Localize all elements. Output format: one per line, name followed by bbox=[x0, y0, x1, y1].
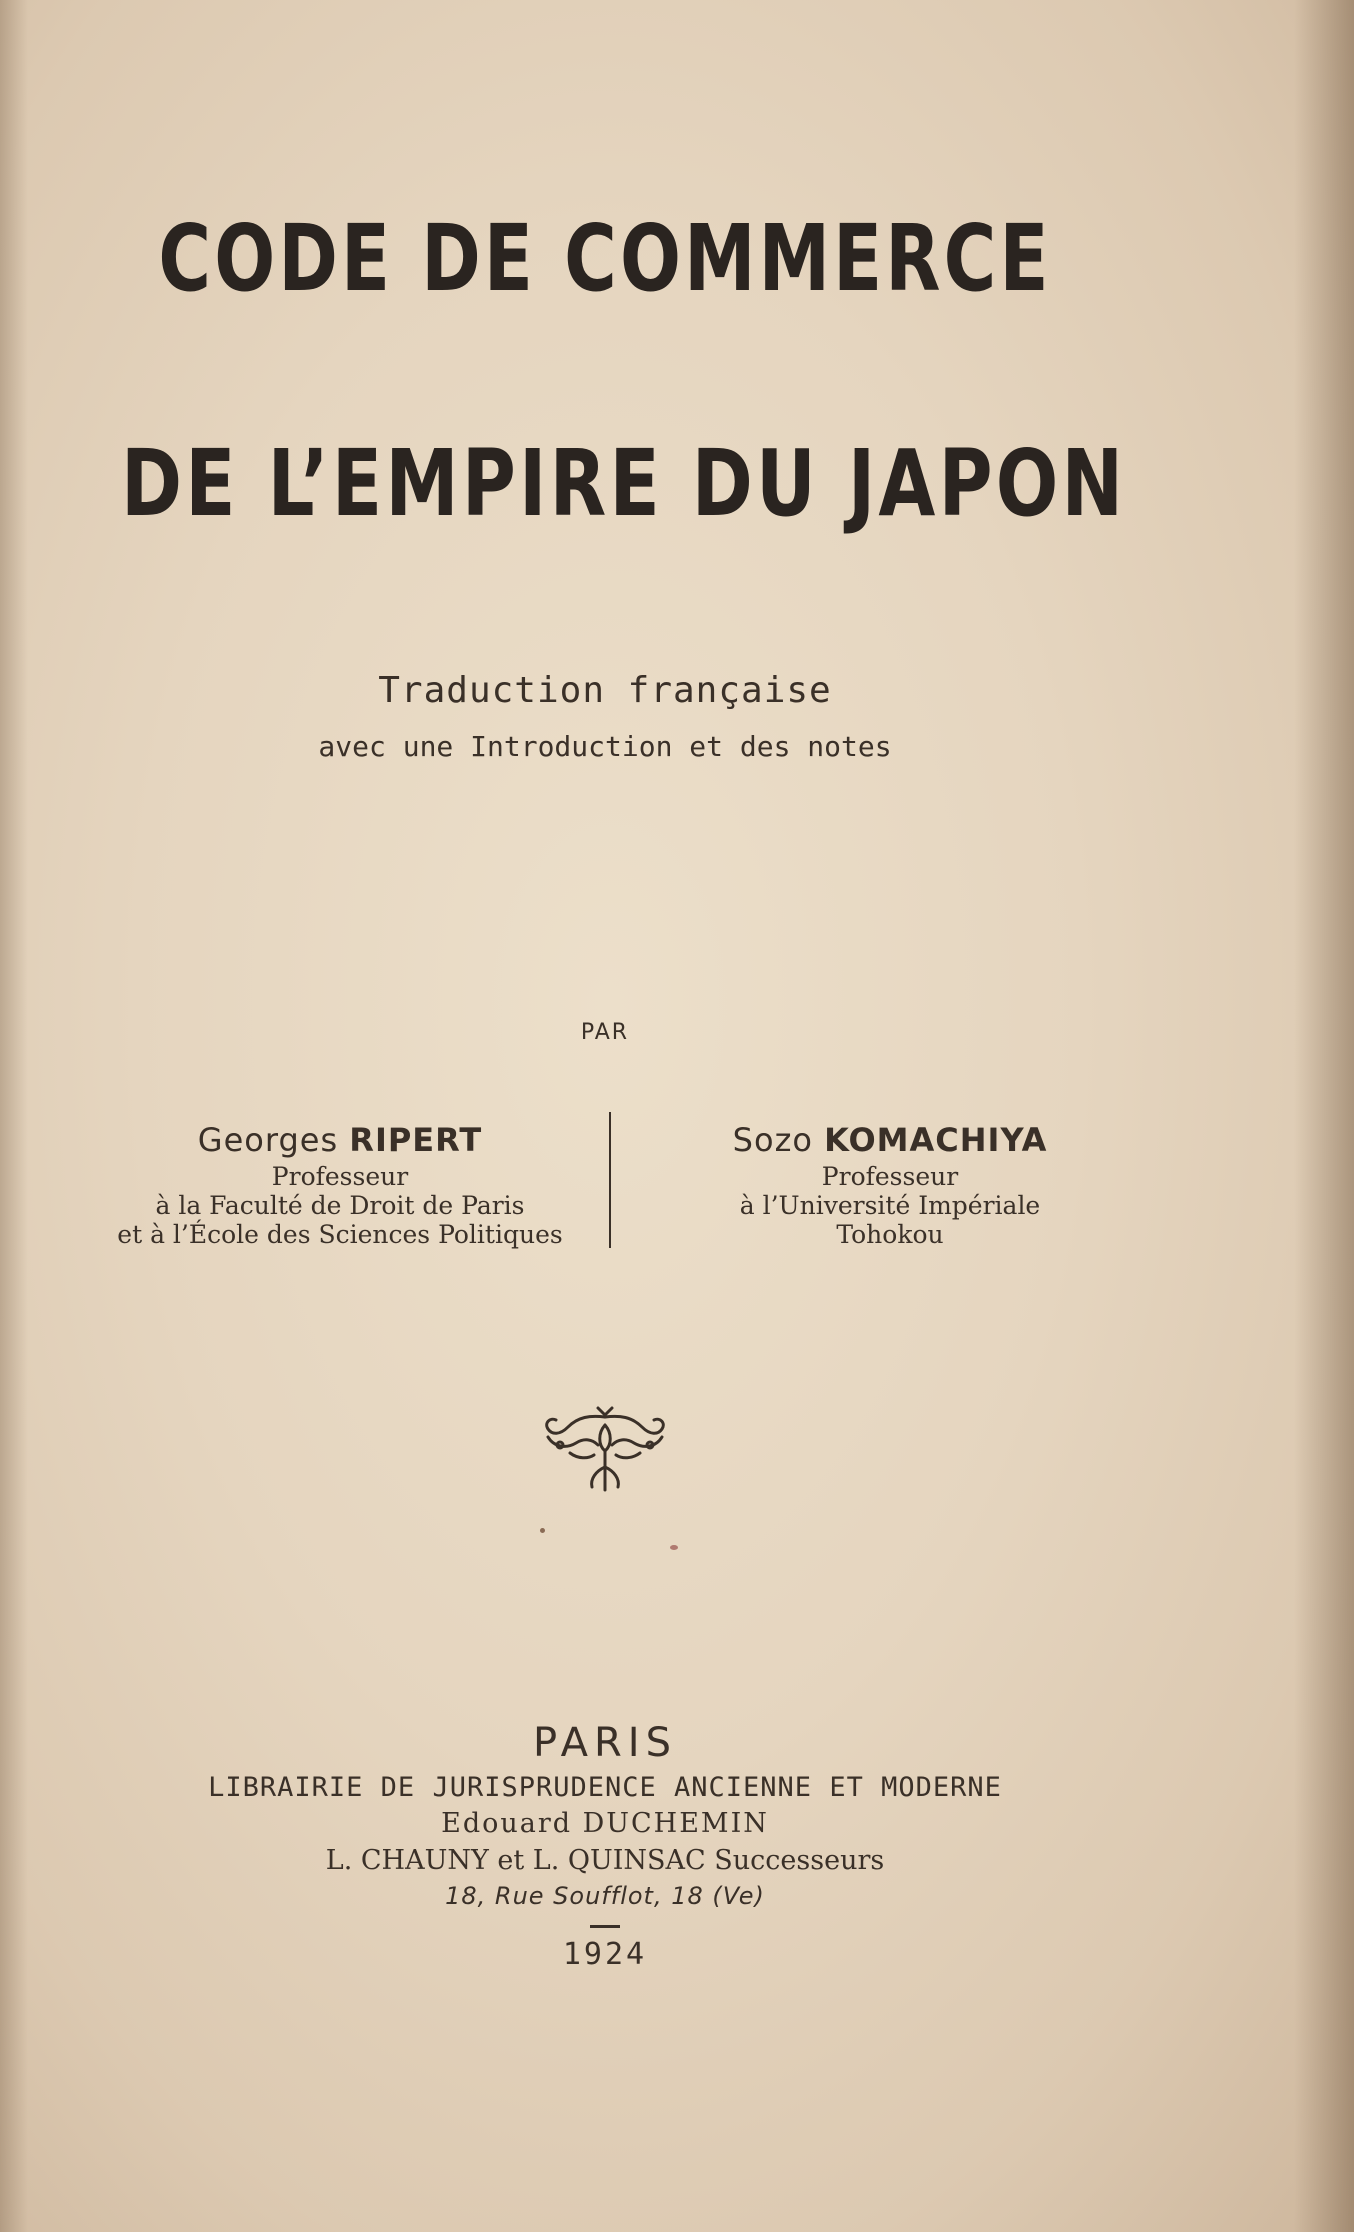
fleuron-ornament-icon bbox=[540, 1405, 670, 1500]
author-last-name: RIPERT bbox=[349, 1121, 483, 1159]
author-affiliation-1: à l’Université Impériale bbox=[739, 1191, 1041, 1220]
author-last-name: KOMACHIYA bbox=[824, 1121, 1048, 1159]
book-title-line-1: CODE DE COMMERCE bbox=[158, 205, 1052, 312]
author-affiliation-1: à la Faculté de Droit de Paris bbox=[155, 1191, 525, 1220]
author-divider bbox=[609, 1112, 611, 1248]
imprint-dash bbox=[590, 1925, 620, 1928]
author-title: Professeur bbox=[821, 1162, 959, 1191]
by-label: PAR bbox=[580, 1020, 630, 1045]
imprint-city: PARIS bbox=[533, 1720, 677, 1766]
imprint-founder: Edouard DUCHEMIN bbox=[441, 1808, 769, 1839]
author-name bbox=[80, 1118, 600, 1162]
author-affiliation-2: et à l’École des Sciences Politiques bbox=[117, 1220, 563, 1249]
imprint-publisher: LIBRAIRIE DE JURISPRUDENCE ANCIENNE ET MODERNE bbox=[208, 1772, 1002, 1803]
author-first-name: Sozo bbox=[732, 1121, 813, 1159]
author-first-name: Georges bbox=[197, 1121, 339, 1159]
paper-spot bbox=[670, 1545, 678, 1550]
author-title: Professeur bbox=[271, 1162, 409, 1191]
imprint-successors: L. CHAUNY et L. QUINSAC Successeurs bbox=[325, 1845, 885, 1876]
author-name bbox=[625, 1118, 1155, 1162]
author-komachiya bbox=[625, 1118, 1155, 1249]
subtitle-notes: avec une Introduction et des notes bbox=[318, 730, 892, 763]
imprint-address: 18, Rue Soufflot, 18 (Ve) bbox=[445, 1882, 765, 1910]
paper-spot bbox=[540, 1528, 545, 1533]
book-title-line-2: DE L’EMPIRE DU JAPON bbox=[121, 430, 1127, 537]
author-ripert bbox=[80, 1118, 600, 1249]
author-affiliation-2: Tohokou bbox=[836, 1220, 944, 1249]
subtitle-translation: Traduction française bbox=[378, 670, 832, 711]
page-edge-shadow-right bbox=[1294, 0, 1354, 2232]
imprint-year: 1924 bbox=[562, 1937, 648, 1972]
